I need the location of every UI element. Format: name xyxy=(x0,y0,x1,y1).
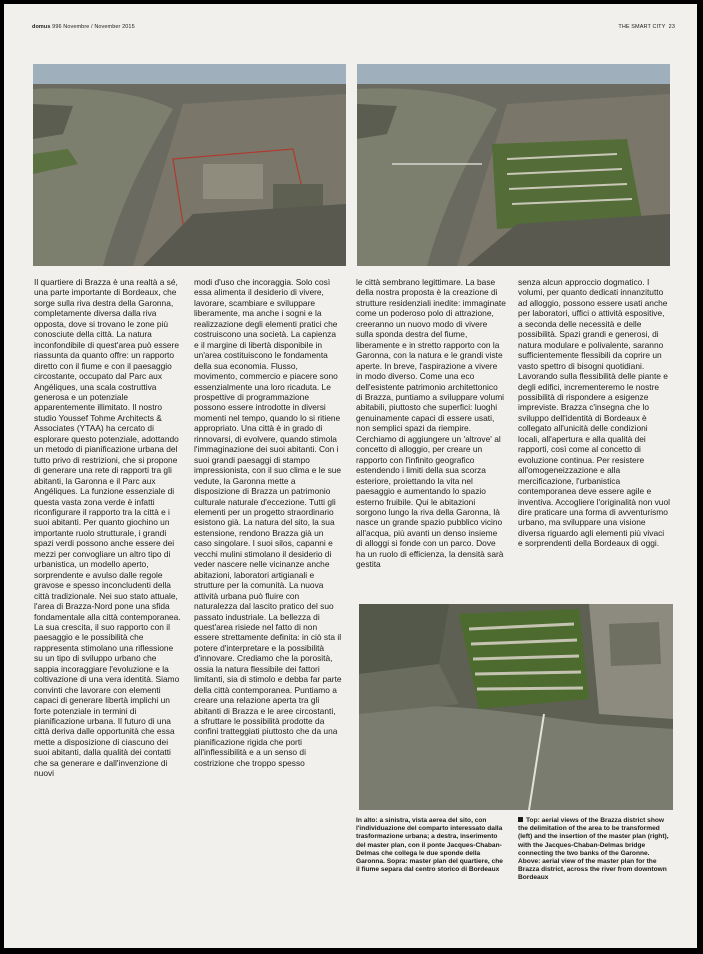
body-column-4: senza alcun approccio dogmatico. I volumi, per quanto dedicati innanzitutto ad alloggio, possono essere usati anche per laboratori, uffici o attività espositive, a seconda delle necessità e delle possibilità. Spazi grandi e generosi, di natura modulare e polivalente, saranno sufficientemente flessibili da coprire un vasto spettro di bisogni quotidiani. Lavorando sulla flessibilità delle piante e degli edifici, incrementeremo le nostre possibilità di rispondere a esigenze impreviste. Brazza c'insegna che lo sviluppo dell'identità di Bordeaux è collegato all'unicità delle condizioni locali, all'apertura e alla qualità dei rapporti, così come al concetto di evoluzione continua. Per resistere all'omogeneizzazione e alla mercificazione, l'urbanistica contemporanea deve essere agile e inventiva. Accogliere l'originalità non vuol dire praticare una forma di avventurismo urbano, ma sviluppare una visione diversa riguardo agli elementi più vivaci e sorprendenti della Bordeaux di oggi. xyxy=(518,277,670,549)
caption-marker xyxy=(518,817,523,822)
page-number: 23 xyxy=(668,24,675,30)
master-plan-photo xyxy=(359,604,673,810)
body-column-2: modi d'uso che incoraggia. Solo così essa alimenta il desiderio di vivere, lavorare, scambiare e sviluppare liberamente, ma anche i sogni e la realizzazione degli elementi pratici che costruiscono una società. La capienza e il margine di libertà disponibile in un'area costituiscono le fondamenta della sua economia. Flusso, movimento, commercio e piacere sono essenzialmente una loro ricaduta. Le prospettive di programmazione possono essere introdotte in diversi momenti nel tempo, quando lo si ritiene appropriato. Una città è in grado di rinnovarsi, di evolvere, quando stimola l'immaginazione dei suoi abitanti. Con i suoi grandi paesaggi di stampo impressionista, con il suo clima e le sue vedute, la Garonna mette a disposizione di Brazza un patrimonio culturale naturale d'eccezione. Tutti gli elementi per un progetto straordinario esistono già. La natura del sito, la sua estensione, rendono Brazza già un caso singolare. I suoi silos, capanni e vecchi mulini stimolano il desiderio di veder nascere nelle vicinanze anche abitazioni, laboratori artigianali e strutture per la comunità. La nuova attività urbana può fluire con naturalezza dal lascito pratico del suo passato industriale. La bellezza di quest'area risiede nel fatto di non essere strettamente definita: in ciò sta il potere d'interpretare e la possibilità d'innovare. Crediamo che la porosità, ossia la natura flessibile dei fattori limitanti, sia di stimolo e debba far parte della città contemporanea. Puntiamo a creare una relazione aperta tra gli abitanti di Brazza e le aree circostanti, a sfruttare le possibilità prodotte da confini tratteggiati piuttosto che da una pianificazione rigida che porti all'inflessibilità e a un senso di costrizione che troppo spesso xyxy=(194,277,342,768)
aerial-photo-site xyxy=(33,64,346,266)
caption-italian: In alto: a sinistra, vista aerea del sito, con l'individuazione del comparto interessato dalla trasformazione urbana; a destra, inserimento del master plan, con il ponte Jacques-Chaban-Delmas che collega le due sponde della Garonna. Sopra: master plan del quartiere, che il fiume separa dal centro storico di Bordeaux xyxy=(356,817,503,874)
caption-english-text: Top: aerial views of the Brazza district show the delimitation of the area to be transformed (left) and the insertion of the master plan (right), with the Jacques-Chaban-Delmas bridge connecting the two banks of the Garonne. Above: aerial view of the master plan for the Brazza district, across the river from downtown Bordeaux xyxy=(518,817,669,882)
magazine-page xyxy=(4,4,697,948)
aerial-photo-master-plan xyxy=(357,64,670,266)
magazine-name: domus xyxy=(32,24,51,30)
body-column-3: le città sembrano legittimare. La base della nostra proposta è la creazione di strutture residenziali inedite: immaginate come un poderoso polo di attrazione, creeranno un nuovo modo di vivere sulla sponda destra del fiume, liberamente e in stretto rapporto con la Garonna, con la natura e le grandi viste aperte. In breve, l'aspirazione a vivere in modo diverso. Come una eco dell'esistente patrimonio architettonico di Brazza, puntiamo a sviluppare volumi abitabili, piuttosto che superfici: luoghi genuinamente capaci di essere usati, non semplici spazi da riempire. Cerchiamo di aggiungere un 'altrove' al concetto di alloggio, per creare un rapporto con l'infinito geografico estendendo i limiti della sua scorza esteriore, proiettando la vita nel paesaggio e aumentando lo spazio esterno fruibile. Qui le abitazioni sorgono lungo la riva della Garonna, là nasce un grande spazio pubblico vicino all'acqua, più avanti un denso insieme di alloggi si fonde con un parco. Dove ha un ruolo di efficienza, la densità sarà gestita xyxy=(356,277,506,570)
header-right xyxy=(618,24,675,30)
body-column-1: Il quartiere di Brazza è una realtà a sé, una parte importante di Bordeaux, che sorge sulla riva destra della Garonna, completamente diversa dalla riva opposta, dove si trovano le zone più conosciute della città. La natura inconfondibile di quest'area può essere riassunta da quanto offre: un rapporto diretto con il fiume e con il paesaggio circostante, occupato dal Parc aux Angéliques, una scala costruttiva generosa e un potenziale apparentemente illimitato. Il nostro studio Youssef Tohme Architects & Associates (YTAA) ha cercato di esplorare questo potenziale, adottando un metodo di pianificazione urbana del tutto privo di restrizioni, che si propone di generare una rete di rapporti tra gli abitanti, la Garonna e il Parc aux Angéliques. La funzione essenziale di questa vasta zona verde è infatti riconfigurare il rapporto tra la città e i suoi abitanti. Per quanto giochino un importante ruolo strutturale, i grandi spazi verdi possono anche essere dei mezzi per convogliare un altro tipo di urbanistica, un modello aperto, sorprendente e avulso dalle regole gravose e spesso inconcludenti della città tradizionale. Nei suo stato attuale, l'area di Brazza-Nord pone una sfida fondamentale alla città contemporanea. La sua crescita, il suo rapporto con il paesaggio e le possibilità che rappresenta stimolano una riflessione su un tipo di sviluppo urbano che sappia incoraggiare l'evoluzione e la coltivazione di una vera identità. Siamo convinti che lavorare con elementi capaci di generare libertà implichi un forte potenziale in termini di pianificazione urbana. Il futuro di una città deriva dalle opportunità che essa mette a disposizione di ciascuno dei suoi abitanti, dalla qualità dei contatti che sa generare e dall'invenzione di nuovi xyxy=(34,277,181,779)
issue-info: 996 Novembre / November 2015 xyxy=(50,24,135,30)
header-left xyxy=(32,24,135,30)
section-title: THE SMART CITY xyxy=(618,24,666,30)
caption-english xyxy=(518,817,670,917)
